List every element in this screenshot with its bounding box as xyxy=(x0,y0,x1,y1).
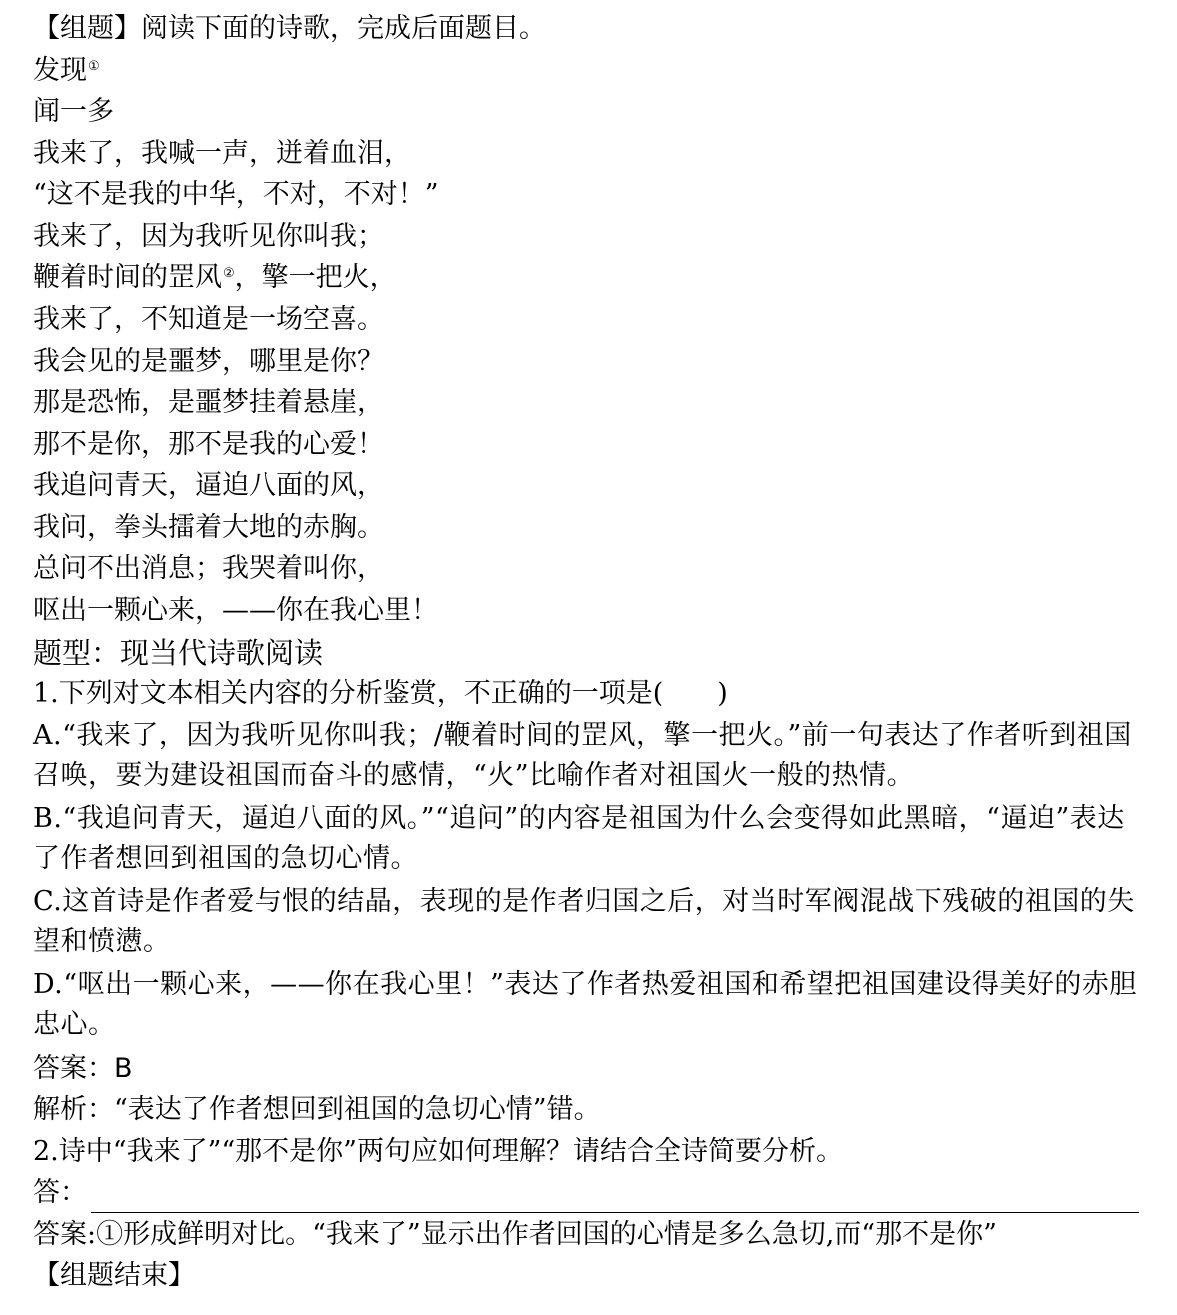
q1-answer-value: B xyxy=(114,1053,133,1084)
q1-option-a: A.“我来了，因为我听见你叫我；/鞭着时间的罡风，擎一把火。”前一句表达了作者听到祖国召唤，要为建设祖国而奋斗的感情，“火”比喻作者对祖国火一般的热情。 xyxy=(33,720,1132,791)
poem-line-2: “这不是我的中华，不对，不对！” xyxy=(33,179,439,210)
poem-line-4 xyxy=(33,258,1143,298)
poem-line-6: 我会见的是噩梦，哪里是你？ xyxy=(33,346,384,377)
q2-answer-prompt: 答： xyxy=(33,1177,87,1208)
group-footer: 【组题结束】 xyxy=(33,1260,195,1291)
poem-line-12: 呕出一颗心来，——你在我心里！ xyxy=(33,595,438,626)
q1-answer-label: 答案： xyxy=(33,1053,114,1084)
q1-option-b: B.“我追问青天，逼迫八面的风。”“追问”的内容是祖国为什么会变得如此黑暗，“逼迫”表达了作者想回到祖国的急切心情。 xyxy=(33,803,1125,874)
q1-option-c: C.这首诗是作者爱与恨的结晶，表现的是作者归国之后，对当时军阀混战下残破的祖国的失望和愤懑。 xyxy=(33,886,1135,957)
poem-title-text: 发现 xyxy=(33,55,87,86)
answer-blank[interactable] xyxy=(91,1182,1139,1213)
poem-line-9: 我追问青天，逼迫八面的风， xyxy=(33,470,384,501)
poem-line-8: 那不是你，那不是我的心爱！ xyxy=(33,429,384,460)
poem-author: 闻一多 xyxy=(33,96,114,127)
q1-stem: 1.下列对文本相关内容的分析鉴赏，不正确的一项是( ) xyxy=(33,678,728,709)
poem-line-7: 那是恐怖，是噩梦挂着悬崖， xyxy=(33,387,384,418)
footnote-marker-2: ② xyxy=(223,266,235,281)
q2-answer-line xyxy=(33,1173,1139,1213)
poem-line-11: 总问不出消息；我哭着叫你， xyxy=(33,553,384,584)
poem-line-1: 我来了，我喊一声，迸着血泪， xyxy=(33,138,411,169)
poem-title xyxy=(33,51,1143,91)
poem-line-4-part-b: ，擎一把火， xyxy=(234,262,397,293)
group-header: 【组题】阅读下面的诗歌，完成后面题目。 xyxy=(33,13,546,44)
poem-line-10: 我问，拳头擂着大地的赤胸。 xyxy=(33,512,384,543)
footnote-marker-1: ① xyxy=(88,59,100,74)
q2-answer: 答案:①形成鲜明对比。“我来了”显示出作者回国的心情是多么急切,而“那不是你” xyxy=(33,1219,997,1250)
q1-analysis: 解析：“表达了作者想回到祖国的急切心情”错。 xyxy=(33,1094,601,1125)
q1-option-d: D.“呕出一颗心来，——你在我心里！”表达了作者热爱祖国和希望把祖国建设得美好的赤胆忠心。 xyxy=(33,969,1137,1040)
poem-line-5: 我来了，不知道是一场空喜。 xyxy=(33,304,384,335)
poem-line-3: 我来了，因为我听见你叫我； xyxy=(33,221,384,252)
question-type: 题型：现当代诗歌阅读 xyxy=(33,636,324,670)
q1-answer xyxy=(33,1049,1143,1089)
q2-stem: 2.诗中“我来了”“那不是你”两句应如何理解？请结合全诗简要分析。 xyxy=(33,1136,843,1167)
poem-line-4-part-a: 鞭着时间的罡风 xyxy=(33,262,222,293)
